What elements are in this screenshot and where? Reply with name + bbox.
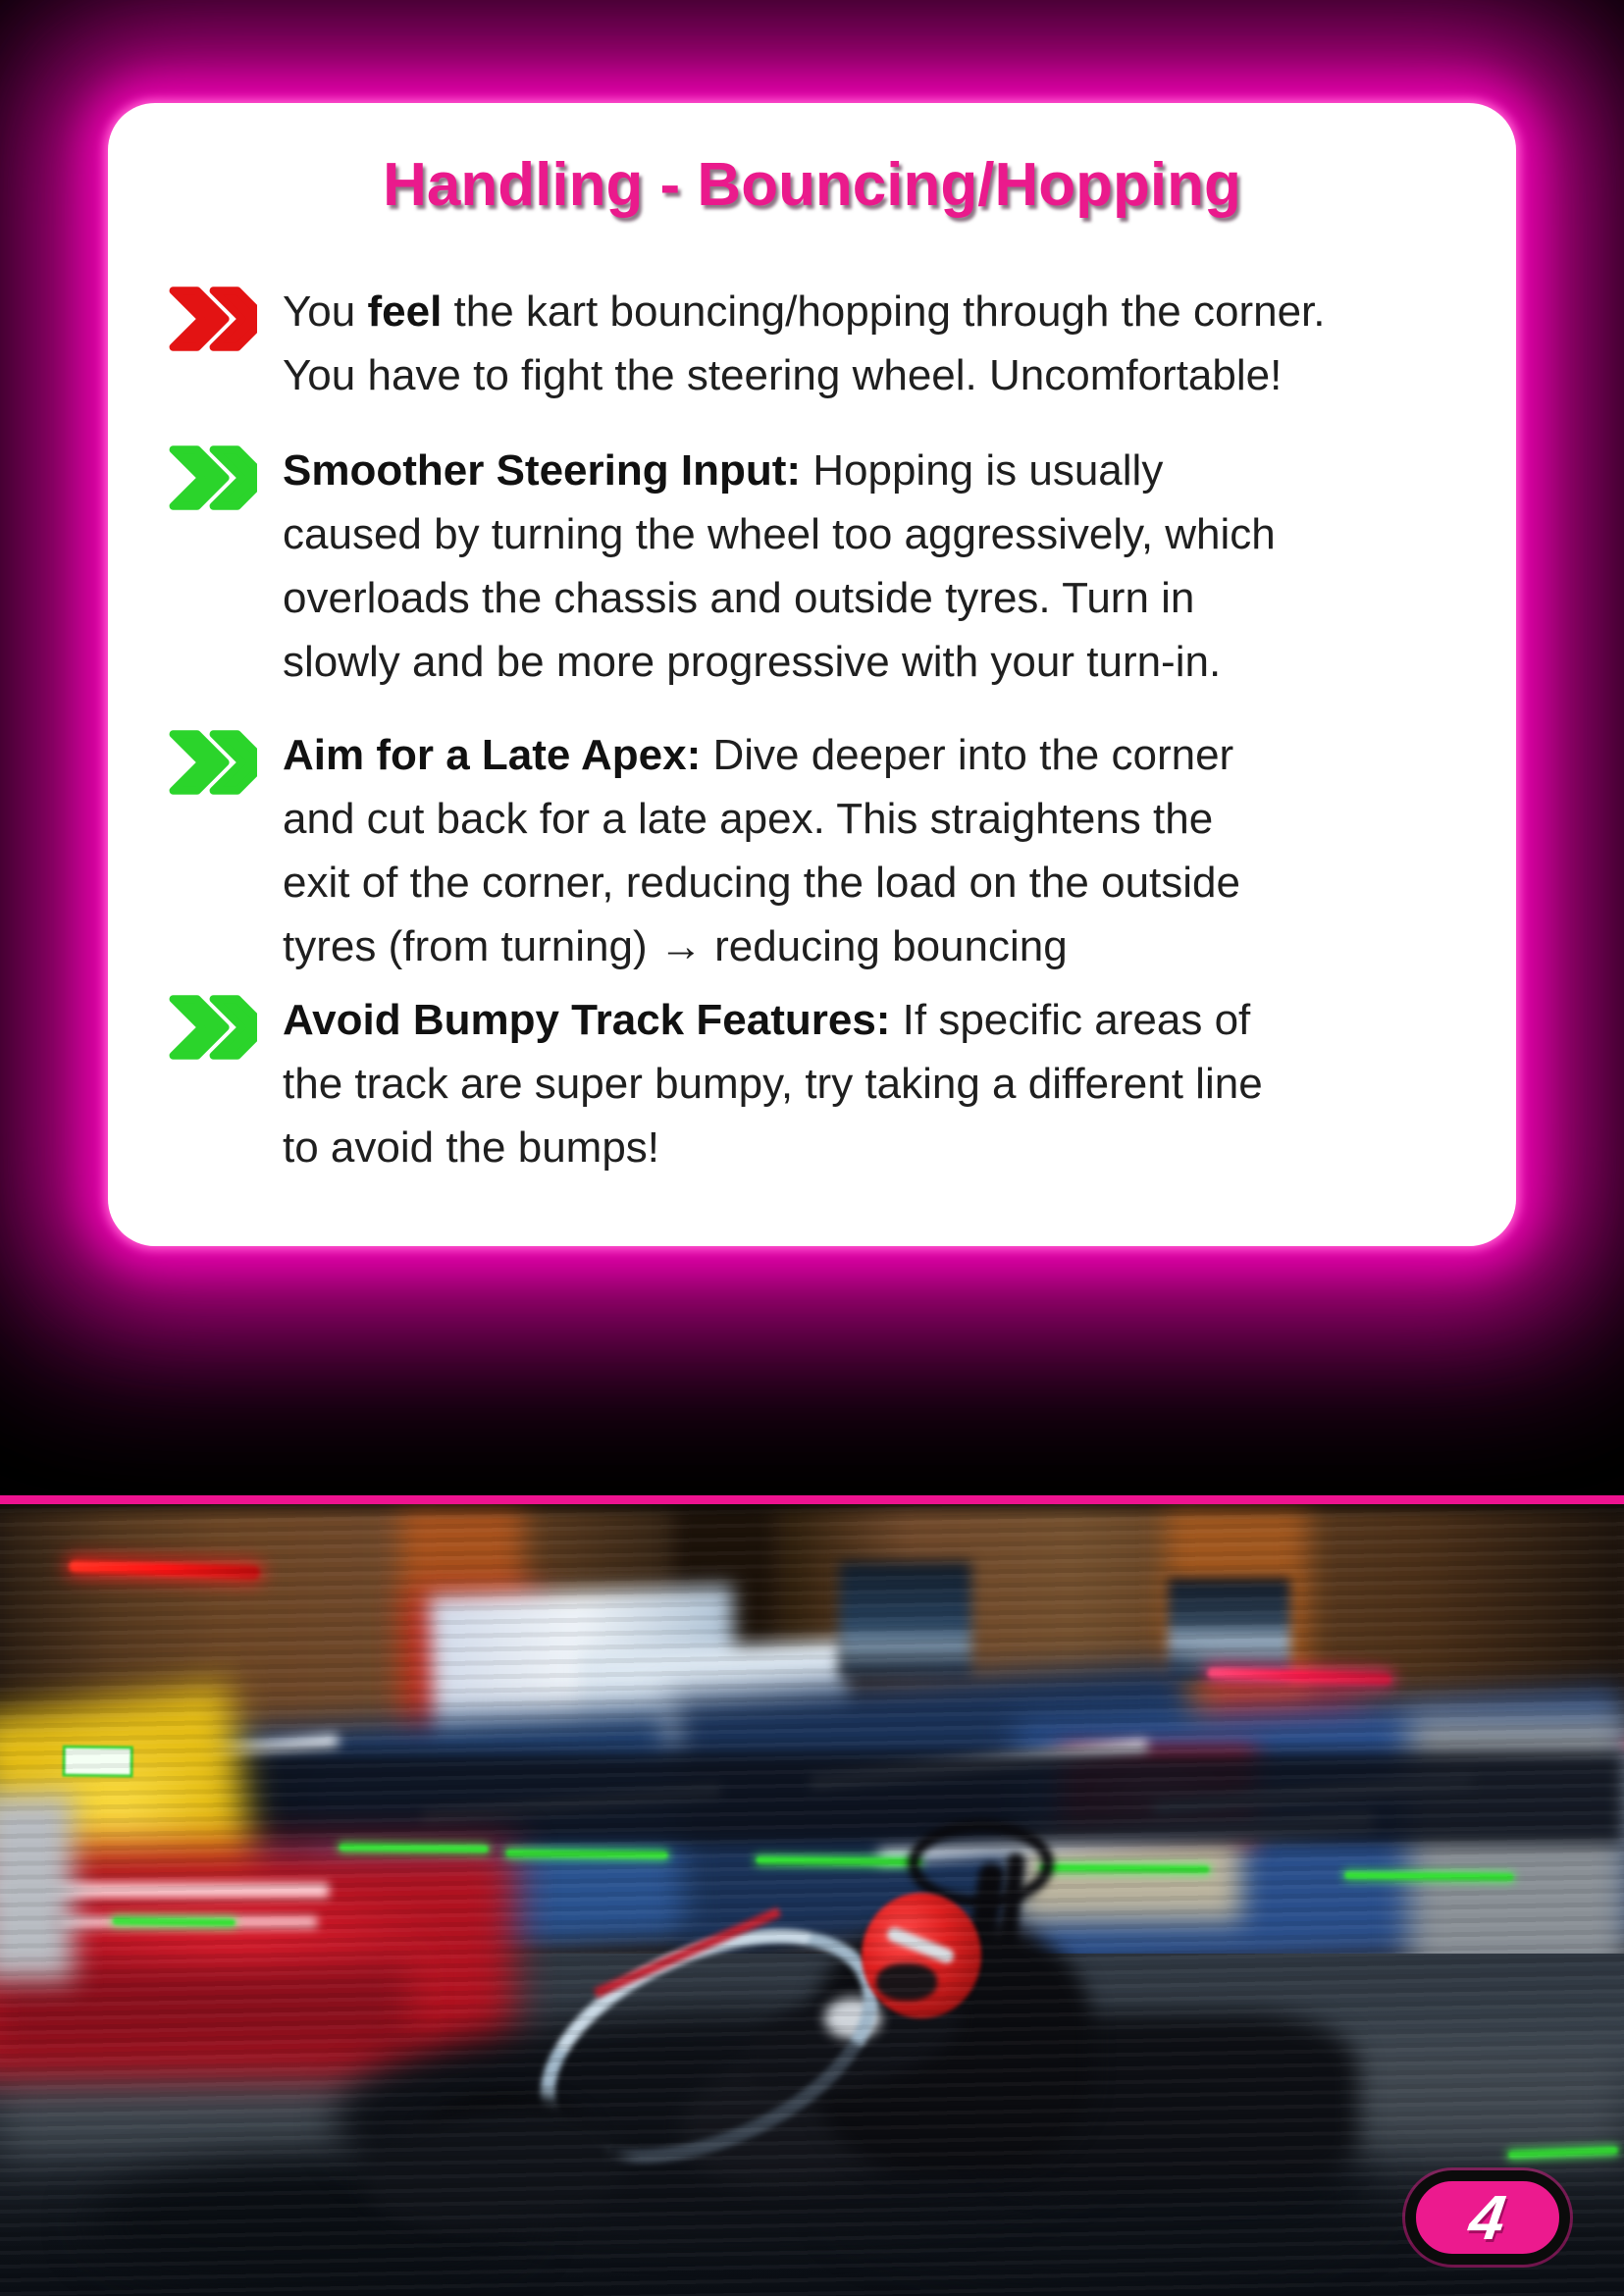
double-chevron-green-icon: [163, 990, 257, 1065]
bullet-smoother-steering: [163, 439, 1461, 694]
text-line: caused by turning the wheel too aggressively, which: [283, 510, 1276, 558]
bullet-late-apex: [163, 723, 1461, 978]
text-line: overloads the chassis and outside tyres. Turn in: [283, 574, 1195, 622]
text-line: Avoid Bumpy Track Features: If specific areas of: [283, 996, 1251, 1044]
text-line: slowly and be more progressive with your turn-in.: [283, 638, 1222, 686]
photo-top-shadow: [0, 1504, 1624, 1520]
bullet-symptom: [163, 280, 1461, 407]
bullet-text: [283, 280, 1326, 407]
double-chevron-green-icon: [163, 441, 257, 515]
text-line: You feel the kart bouncing/hopping through the corner.: [283, 287, 1326, 336]
text-line: the track are super bumpy, try taking a different line: [283, 1060, 1263, 1108]
text-line: exit of the corner, reducing the load on the outside: [283, 859, 1240, 907]
double-chevron-red-icon: [163, 282, 257, 356]
kart-photo: [0, 1504, 1624, 2296]
page-number-badge: [1405, 2170, 1570, 2265]
photo-motion-blur-overlay: [0, 1504, 1624, 2296]
text-line: Smoother Steering Input: Hopping is usually: [283, 446, 1164, 495]
text-line: You have to fight the steering wheel. Uncomfortable!: [283, 351, 1283, 399]
text-line: to avoid the bumps!: [283, 1123, 660, 1172]
bullet-text: [283, 439, 1276, 694]
text-line: and cut back for a late apex. This straightens the: [283, 795, 1214, 843]
double-chevron-green-icon: [163, 725, 257, 800]
content-card: [108, 103, 1516, 1246]
pink-divider-bar: [0, 1495, 1624, 1504]
text-line: Aim for a Late Apex: Dive deeper into the corner: [283, 731, 1234, 779]
text-line: tyres (from turning) → reducing bouncing: [283, 922, 1068, 970]
bullet-text: [283, 723, 1240, 978]
bullet-text: [283, 988, 1263, 1179]
page-title: Handling - Bouncing/Hopping: [383, 151, 1241, 219]
page-number: 4: [1465, 2182, 1510, 2253]
bullet-avoid-bumps: [163, 988, 1461, 1179]
